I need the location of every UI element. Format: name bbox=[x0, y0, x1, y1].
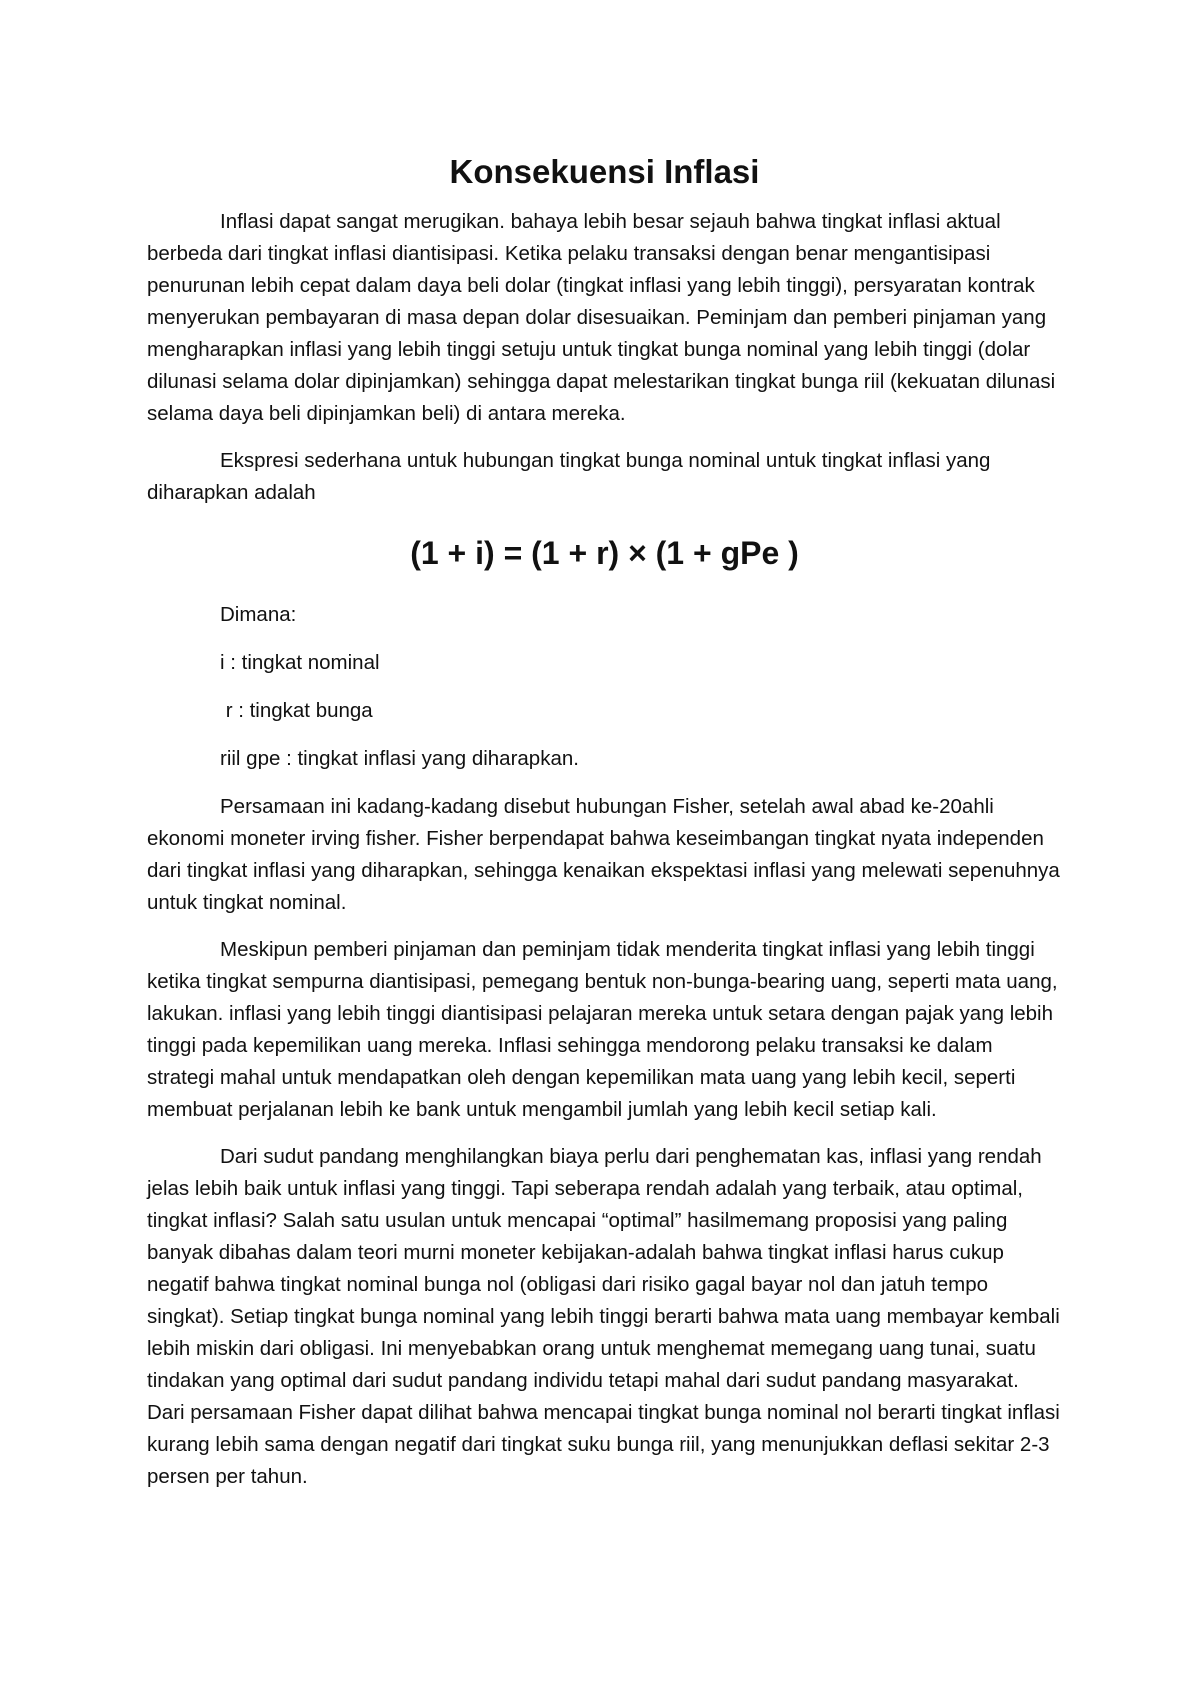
document-title: Konsekuensi Inflasi bbox=[449, 153, 760, 190]
definitions-heading: Dimana: bbox=[220, 603, 297, 626]
paragraph: Ekspresi sederhana untuk hubungan tingkat bunga nominal untuk tingkat inflasi yang diharapkan adalah bbox=[147, 449, 991, 504]
document-body bbox=[147, 150, 1062, 1508]
definition-item: i : tingkat nominal bbox=[220, 651, 380, 674]
definition-item: r : tingkat bunga bbox=[220, 699, 373, 722]
fisher-equation: (1 + i) = (1 + r) × (1 + gPe ) bbox=[410, 535, 799, 571]
definition-item: riil gpe : tingkat inflasi yang diharapkan. bbox=[220, 747, 579, 770]
paragraph: Meskipun pemberi pinjaman dan peminjam tidak menderita tingkat inflasi yang lebih tinggi ketika tingkat sempurna diantisipasi, pemegang bentuk non-bunga-bearing uang, seperti mata uang, lakukan. inflasi yang lebih tinggi diantisipasi pelajaran mereka untuk setara dengan pajak yang lebih tinggi pada kepemilikan uang mereka. Inflasi sehingga mendorong pelaku transaksi ke dalam strategi mahal untuk mendapatkan oleh dengan kepemilikan mata uang yang lebih kecil, seperti membuat perjalanan lebih ke bank untuk mengambil jumlah yang lebih kecil setiap kali. bbox=[147, 938, 1058, 1121]
paragraph: Dari sudut pandang menghilangkan biaya perlu dari penghematan kas, inflasi yang rendah jelas lebih baik untuk inflasi yang tinggi. Tapi seberapa rendah adalah yang terbaik, atau optimal, tingkat inflasi? Salah satu usulan untuk mencapai “optimal” hasilmemang proposisi yang paling banyak dibahas dalam teori murni moneter kebijakan-adalah bahwa tingkat inflasi harus cukup negatif bahwa tingkat nominal bunga nol (obligasi dari risiko gagal bayar nol dan jatuh tempo singkat). Setiap tingkat bunga nominal yang lebih tinggi berarti bahwa mata uang membayar kembali lebih miskin dari obligasi. Ini menyebabkan orang untuk menghemat memegang uang tunai, suatu tindakan yang optimal dari sudut pandang individu tetapi mahal dari sudut pandang masyarakat. Dari persamaan Fisher dapat dilihat bahwa mencapai tingkat bunga nominal nol berarti tingkat inflasi kurang lebih sama dengan negatif dari tingkat suku bunga riil, yang menunjukkan deflasi sekitar 2-3 persen per tahun. bbox=[147, 1145, 1060, 1488]
paragraph: Persamaan ini kadang-kadang disebut hubungan Fisher, setelah awal abad ke-20ahli ekonomi moneter irving fisher. Fisher berpendapat bahwa keseimbangan tingkat nyata independen dari tingkat inflasi yang diharapkan, sehingga kenaikan ekspektasi inflasi yang melewati sepenuhnya untuk tingkat nominal. bbox=[147, 795, 1060, 914]
paragraph: Inflasi dapat sangat merugikan. bahaya lebih besar sejauh bahwa tingkat inflasi aktual berbeda dari tingkat inflasi diantisipasi. Ketika pelaku transaksi dengan benar mengantisipasi penurunan lebih cepat dalam daya beli dolar (tingkat inflasi yang lebih tinggi), persyaratan kontrak menyerukan pembayaran di masa depan dolar disesuaikan. Peminjam dan pemberi pinjaman yang mengharapkan inflasi yang lebih tinggi setuju untuk tingkat bunga nominal yang lebih tinggi (dolar dilunasi selama dolar dipinjamkan) sehingga dapat melestarikan tingkat bunga riil (kekuatan dilunasi selama daya beli dipinjamkan beli) di antara mereka. bbox=[147, 210, 1056, 425]
